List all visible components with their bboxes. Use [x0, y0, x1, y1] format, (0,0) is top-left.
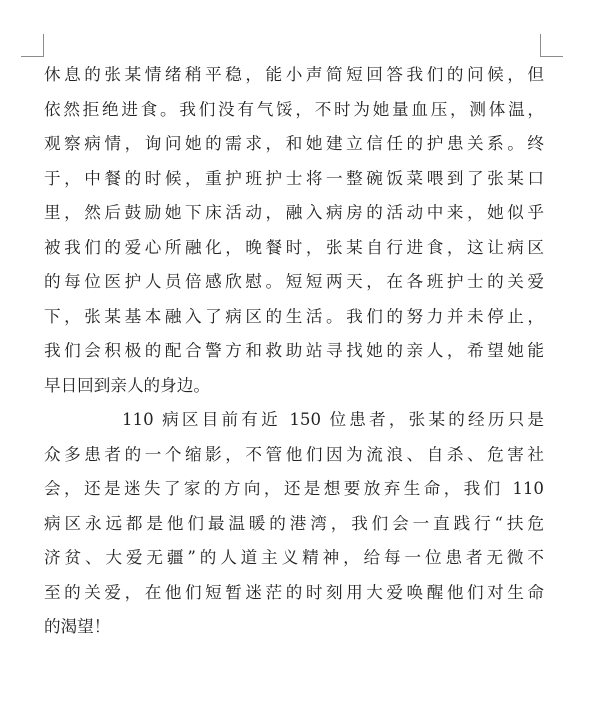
text-line: 的每位医护人员倍感欣慰。短短两天，在各班护士的关爱: [44, 272, 544, 291]
text-line: 休息的张某情绪稍平稳，能小声简短回答我们的问候，但: [44, 65, 544, 84]
paragraph-2: [44, 403, 544, 645]
text-line: 早日回到亲人的身边。: [44, 375, 210, 395]
top-right-margin-mark: [540, 34, 563, 57]
text-line: 于，中餐的时候，重护班护士将一整碗饭菜喂到了张某口: [44, 168, 544, 188]
text-line: 至的关爱，在他们短暂迷茫的时刻用大爱唤醒他们对生命: [44, 582, 544, 602]
text-line: 的渴望！: [44, 617, 111, 636]
paragraph-1: [44, 58, 544, 403]
document-body: [44, 58, 544, 645]
text-line: 110 病区目前有近 150 位患者，张某的经历只是: [122, 410, 544, 429]
text-line: 里，然后鼓励她下床活动，融入病房的活动中来，她似乎: [44, 203, 544, 222]
top-left-margin-mark: [21, 34, 44, 57]
text-line: 下，张某基本融入了病区的生活。我们的努力并未停止，: [44, 306, 544, 326]
text-line: 众多患者的一个缩影，不管他们因为流浪、自杀、危害社: [44, 444, 544, 464]
text-line: 病区永远都是他们最温暖的港湾，我们会一直践行“扶危: [44, 513, 544, 533]
text-line: 观察病情，询问她的需求，和她建立信任的护患关系。终: [44, 134, 544, 153]
text-line: 被我们的爱心所融化，晚餐时，张某自行进食，这让病区: [44, 237, 544, 257]
text-line: 会，还是迷失了家的方向，还是想要放弃生命，我们 110: [44, 479, 544, 498]
text-line: 依然拒绝进食。我们没有气馁，不时为她量血压，测体温，: [44, 99, 544, 119]
text-line: 济贫、大爱无疆”的人道主义精神，给每一位患者无微不: [44, 548, 544, 567]
text-line: 我们会积极的配合警方和救助站寻找她的亲人，希望她能: [44, 341, 544, 360]
